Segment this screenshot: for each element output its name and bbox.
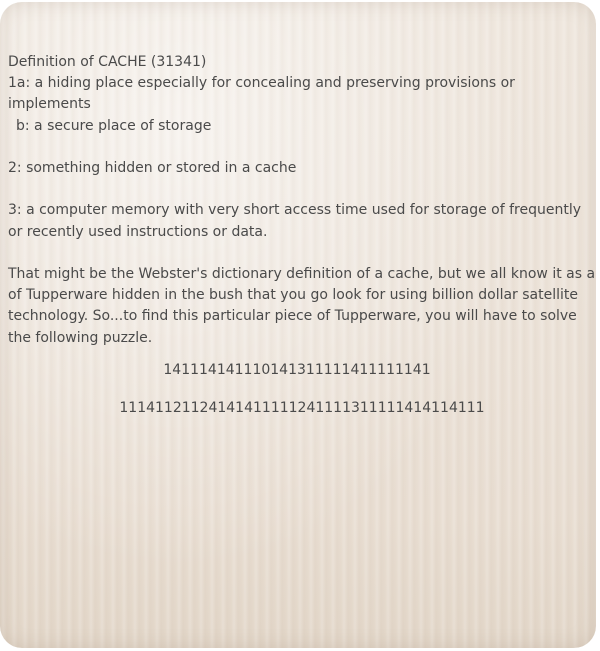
definition-1a: 1a: a hiding place especially for concealing and preserving provisions or implements bbox=[8, 75, 515, 113]
definition-1b: b: a secure place of storage bbox=[16, 117, 212, 134]
puzzle-line-2: 11141121124141411111241111311111414114111 bbox=[119, 400, 485, 416]
parchment-panel bbox=[0, 2, 596, 648]
cache-description bbox=[8, 52, 596, 419]
definition-3: 3: a computer memory with very short access time used for storage of frequently or recently used instructions or data. bbox=[8, 202, 581, 240]
puzzle-line-1: 141114141110141311111411111141 bbox=[163, 361, 431, 378]
definition-title: Definition of CACHE (31341) bbox=[8, 54, 207, 70]
definition-2: 2: something hidden or stored in a cache bbox=[8, 160, 297, 176]
intro-paragraph: That might be the Webster's dictionary definition of a cache, but we all know it as a of Tupperware hidden in the bush that you go look for using billion dollar satellite technology. So...to find this particular piece of Tupperware, you will have to solve the following puzzle. bbox=[8, 265, 596, 346]
